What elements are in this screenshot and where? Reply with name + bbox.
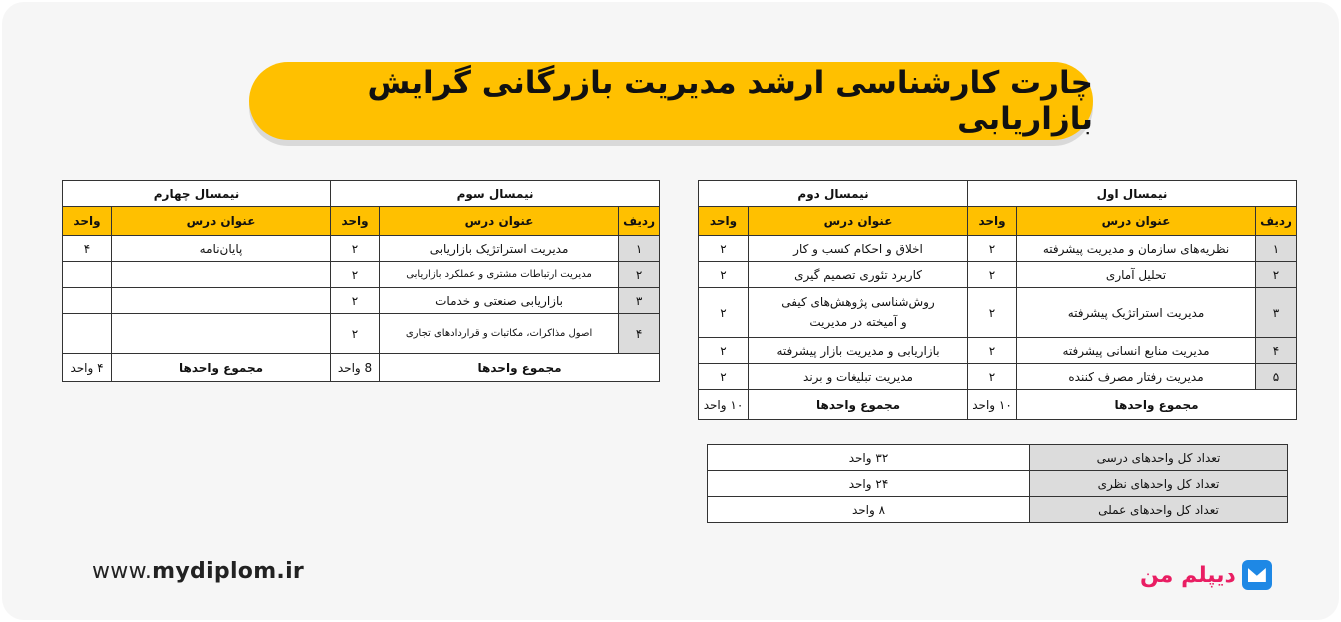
brand-logo-text: دیپلم من <box>1140 562 1236 588</box>
header-unit: واحد <box>331 207 380 236</box>
course-unit: ۲ <box>699 288 749 338</box>
course-name <box>749 288 968 338</box>
course-unit: ۲ <box>968 338 1017 364</box>
semester-4-header: نیمسال چهارم <box>63 181 331 207</box>
row-number: ۳ <box>619 288 660 314</box>
semester-3-header: نیمسال سوم <box>331 181 660 207</box>
course-name <box>112 288 331 314</box>
header-unit: واحد <box>968 207 1017 236</box>
header-course: عنوان درس <box>1017 207 1256 236</box>
sum-label: مجموع واحدها <box>380 354 660 382</box>
course-name: تحلیل آماری <box>1017 262 1256 288</box>
header-row: ردیف <box>1256 207 1297 236</box>
semester-1-header: نیمسال اول <box>968 181 1297 207</box>
course-name: پایان‌نامه <box>112 236 331 262</box>
summary-value: ۳۲ واحد <box>708 445 1030 471</box>
course-name: کاربرد تئوری تصمیم گیری <box>749 262 968 288</box>
sum-label: مجموع واحدها <box>1017 390 1297 420</box>
sum-label: مجموع واحدها <box>112 354 331 382</box>
summary-label: تعداد کل واحدهای نظری <box>1030 471 1288 497</box>
course-name-line-1: روش‌شناسی پژوهش‌های کیفی <box>781 295 935 310</box>
summary-row <box>708 471 1288 497</box>
row-number: ۱ <box>1256 236 1297 262</box>
website-url-domain: mydiplom.ir <box>152 559 305 584</box>
table-row <box>699 288 1297 338</box>
course-name <box>112 314 331 354</box>
course-name: نظریه‌های سازمان و مدیریت پیشرفته <box>1017 236 1256 262</box>
page-title: چارت کارشناسی ارشد مدیریت بازرگانی گرایش بازاریابی <box>367 65 1093 137</box>
table-semesters-3-4 <box>62 180 660 382</box>
table-row <box>699 338 1297 364</box>
summary-value: ۲۴ واحد <box>708 471 1030 497</box>
table-row <box>63 314 660 354</box>
course-name: مدیریت استراتژیک بازاریابی <box>380 236 619 262</box>
summary-label: تعداد کل واحدهای عملی <box>1030 497 1288 523</box>
header-course: عنوان درس <box>380 207 619 236</box>
table-row <box>699 236 1297 262</box>
title-banner <box>249 62 1093 140</box>
course-name: اخلاق و احکام کسب و کار <box>749 236 968 262</box>
sum-value: ۱۰ واحد <box>968 390 1017 420</box>
course-name: بازاریابی صنعتی و خدمات <box>380 288 619 314</box>
course-unit: ۲ <box>699 364 749 390</box>
course-unit <box>63 262 112 288</box>
course-name <box>112 262 331 288</box>
header-course: عنوان درس <box>749 207 968 236</box>
sum-value: ۱۰ واحد <box>699 390 749 420</box>
table-row <box>63 262 660 288</box>
header-course: عنوان درس <box>112 207 331 236</box>
course-unit: ۲ <box>699 236 749 262</box>
row-number: ۳ <box>1256 288 1297 338</box>
course-name: مدیریت رفتار مصرف کننده <box>1017 364 1256 390</box>
course-unit: ۲ <box>699 338 749 364</box>
table-row <box>63 236 660 262</box>
sum-row <box>699 390 1297 420</box>
course-name: مدیریت استراتژیک پیشرفته <box>1017 288 1256 338</box>
course-unit: ۲ <box>968 262 1017 288</box>
course-unit: ۴ <box>63 236 112 262</box>
row-number: ۲ <box>619 262 660 288</box>
sum-value: ۴ واحد <box>63 354 112 382</box>
course-unit: ۲ <box>968 236 1017 262</box>
table-semesters-1-2 <box>698 180 1297 420</box>
header-unit: واحد <box>63 207 112 236</box>
website-url-prefix: www. <box>92 559 153 584</box>
summary-row <box>708 497 1288 523</box>
summary-row <box>708 445 1288 471</box>
sum-value: 8 واحد <box>331 354 380 382</box>
course-unit: ۲ <box>331 236 380 262</box>
row-number: ۱ <box>619 236 660 262</box>
course-name: مدیریت منابع انسانی پیشرفته <box>1017 338 1256 364</box>
row-number: ۴ <box>619 314 660 354</box>
sum-row <box>63 354 660 382</box>
course-name-line-2: و آمیخته در مدیریت <box>809 314 907 329</box>
course-unit: ۲ <box>331 314 380 354</box>
header-row: ردیف <box>619 207 660 236</box>
summary-table <box>707 444 1288 523</box>
row-number: ۲ <box>1256 262 1297 288</box>
row-number: ۵ <box>1256 364 1297 390</box>
course-name: مدیریت ارتباطات مشتری و عملکرد بازاریابی <box>380 262 619 288</box>
sum-label: مجموع واحدها <box>749 390 968 420</box>
course-name: مدیریت تبلیغات و برند <box>749 364 968 390</box>
summary-value: ۸ واحد <box>708 497 1030 523</box>
row-number: ۴ <box>1256 338 1297 364</box>
course-unit: ۲ <box>699 262 749 288</box>
table-row <box>699 262 1297 288</box>
course-unit: ۲ <box>331 288 380 314</box>
course-unit: ۲ <box>968 288 1017 338</box>
brand-logo <box>1140 560 1272 590</box>
website-url[interactable] <box>92 559 304 584</box>
course-unit: ۲ <box>968 364 1017 390</box>
table-row <box>699 364 1297 390</box>
semester-2-header: نیمسال دوم <box>699 181 968 207</box>
course-unit: ۲ <box>331 262 380 288</box>
course-unit <box>63 288 112 314</box>
table-row <box>63 288 660 314</box>
summary-label: تعداد کل واحدهای درسی <box>1030 445 1288 471</box>
envelope-icon <box>1242 560 1272 590</box>
course-name: اصول مذاکرات، مکاتبات و قراردادهای تجاری <box>380 314 619 354</box>
course-unit <box>63 314 112 354</box>
header-unit: واحد <box>699 207 749 236</box>
course-name: بازاریابی و مدیریت بازار پیشرفته <box>749 338 968 364</box>
